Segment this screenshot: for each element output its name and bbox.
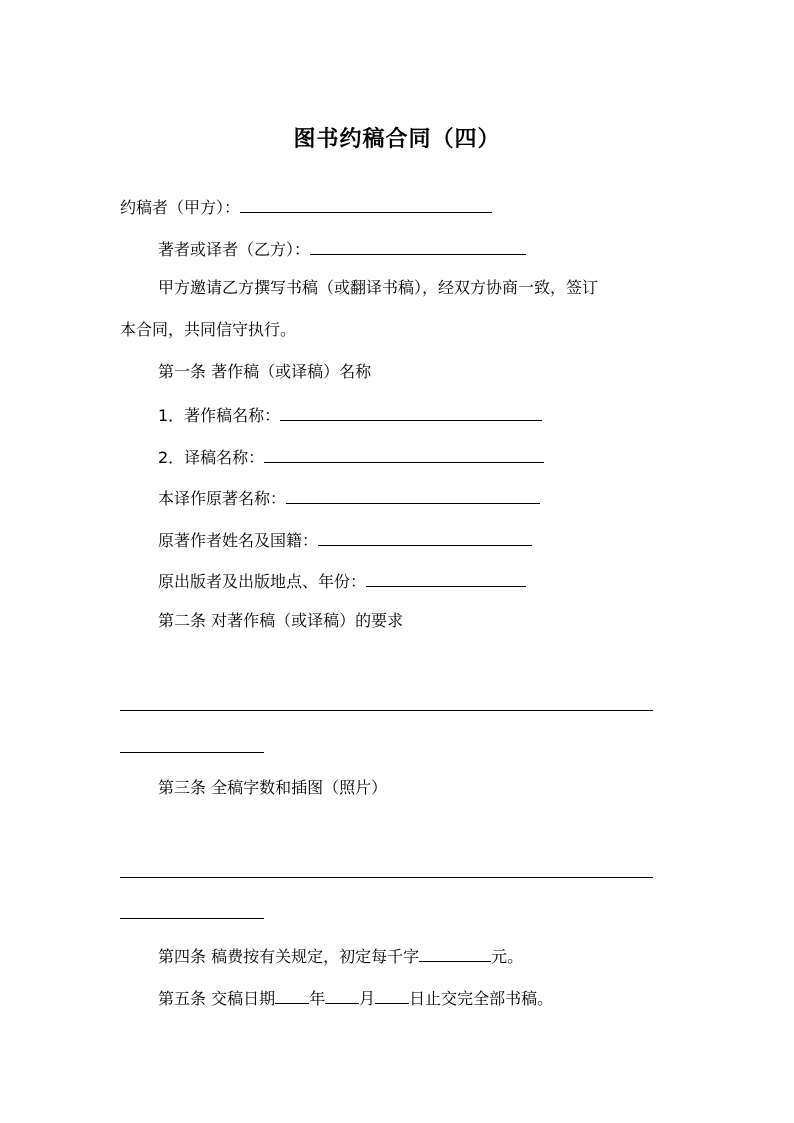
translation-title-line (158, 446, 544, 468)
article-4-line (158, 945, 523, 967)
original-title-blank[interactable] (286, 487, 540, 504)
party-a-blank[interactable] (240, 196, 492, 213)
original-publisher-label: 原出版者及出版地点、年份： (158, 572, 367, 591)
article-4-text: 第四条 稿费按有关规定，初定每千字 (158, 947, 420, 966)
intro-line-2: 本合同，共同信守执行。 (120, 320, 297, 339)
article-5-ending: 日止交完全部书稿。 (409, 989, 554, 1008)
party-b-line (158, 238, 526, 260)
party-b-label: 著者或译者（乙方）： (158, 240, 311, 259)
original-author-label: 原著作者姓名及国籍： (158, 531, 319, 550)
original-title-line (158, 487, 540, 509)
translation-title-label: 2．译稿名称： (158, 448, 265, 467)
document-title: 图书约稿合同（四） (293, 126, 501, 152)
article-3-blank-line-2[interactable] (120, 918, 264, 919)
article-5-line (158, 987, 553, 1009)
delivery-month-blank[interactable] (325, 987, 359, 1004)
delivery-day-blank[interactable] (375, 987, 409, 1004)
original-title-label: 本译作原著名称： (158, 489, 287, 508)
original-author-line (158, 529, 532, 551)
article-2-blank-line-2[interactable] (120, 752, 264, 753)
article-3-blank-line-1[interactable] (120, 877, 653, 878)
translation-title-blank[interactable] (264, 446, 544, 463)
article-3-heading: 第三条 全稿字数和插图（照片） (158, 778, 388, 797)
party-a-label: 约稿者（甲方）： (120, 198, 241, 217)
article-5-text: 第五条 交稿日期 (158, 989, 276, 1008)
article-5-month-unit: 月 (359, 989, 376, 1008)
article-4-unit: 元。 (491, 947, 524, 966)
article-2-heading: 第二条 对著作稿（或译稿）的要求 (158, 611, 404, 630)
original-author-blank[interactable] (318, 529, 532, 546)
article-5-year-unit: 年 (309, 989, 326, 1008)
original-publisher-line (158, 570, 526, 592)
work-title-blank[interactable] (280, 404, 542, 421)
article-2-blank-line-1[interactable] (120, 710, 653, 711)
original-publisher-blank[interactable] (366, 570, 526, 587)
work-title-label: 1．著作稿名称： (158, 406, 281, 425)
party-b-blank[interactable] (310, 238, 526, 255)
delivery-year-blank[interactable] (275, 987, 309, 1004)
article-1-heading: 第一条 著作稿（或译稿）名称 (158, 362, 372, 381)
work-title-line (158, 404, 542, 426)
fee-per-thousand-blank[interactable] (419, 945, 491, 962)
party-a-line (120, 196, 492, 218)
intro-line-1: 甲方邀请乙方撰写书稿（或翻译书稿），经双方协商一致，签订 (158, 278, 599, 297)
